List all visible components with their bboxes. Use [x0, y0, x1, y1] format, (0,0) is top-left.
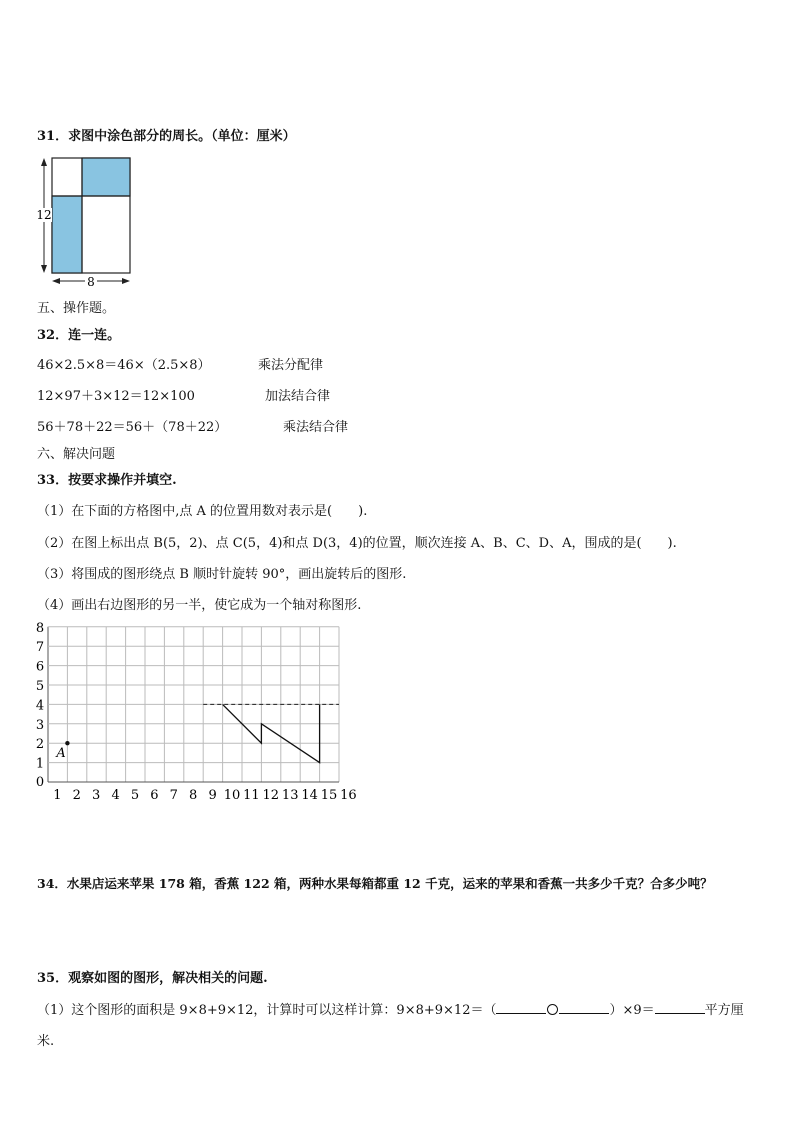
section6-title: 六、解决问题 [37, 447, 116, 462]
half-figure-shape [223, 704, 320, 762]
q35-title: 35．观察如图的图形，解决相关的问题. [37, 971, 268, 986]
q33-part1: （1）在下面的方格图中,点 A 的位置用数对表示是( ). [37, 504, 368, 519]
grid-origin-label: 0 [35, 775, 45, 790]
grid-x-tick-label: 7 [169, 788, 178, 803]
grid-y-tick-label: 6 [35, 659, 45, 675]
grid-y-tick-label: 1 [35, 756, 45, 772]
point-a-label: A [56, 746, 66, 762]
grid-x-tick-label: 4 [111, 788, 120, 803]
q35-part1-line1 [37, 999, 744, 1018]
q33-part4: （4）画出右边图形的另一半，使它成为一个轴对称图形. [37, 598, 362, 613]
grid-x-tick-label: 5 [130, 788, 140, 803]
q31-height-label: 12 [36, 208, 52, 222]
grid-x-tick-label: 16 [340, 788, 357, 803]
q35-operator-circle[interactable] [547, 1004, 558, 1015]
grid-x-tick-label: 12 [262, 788, 280, 803]
grid-y-tick-label: 2 [35, 737, 45, 753]
grid-y-tick-label: 3 [35, 717, 45, 733]
q31-figure [30, 152, 140, 290]
grid-x-tick-label: 14 [301, 788, 318, 803]
q34-text: 34．水果店运来苹果 178 箱，香蕉 122 箱，两种水果每箱都重 12 千克，运来的苹果和香蕉一共多少千克？合多少吨？ [37, 876, 713, 891]
q35-text-b: ）×9＝ [609, 1003, 655, 1018]
grid-x-tick-label: 9 [208, 788, 217, 803]
q32-title: 32．连一连。 [37, 328, 121, 343]
grid-x-tick-label: 2 [72, 788, 81, 803]
grid-x-tick-label: 15 [320, 788, 338, 803]
q32-expr-1: 46×2.5×8＝46×（2.5×8） [37, 358, 211, 373]
q33-title: 33．按要求操作并填空. [37, 473, 177, 488]
q35-blank-3[interactable] [655, 1001, 705, 1014]
q31-width-label: 8 [87, 275, 95, 289]
q32-law-1: 乘法分配律 [258, 358, 324, 373]
grid-x-tick-label: 1 [53, 788, 62, 803]
q31-shaded-top [82, 158, 130, 196]
q35-text-c: 平方厘 [704, 1003, 744, 1018]
grid-x-tick-label: 11 [243, 788, 260, 803]
q32-law-3: 乘法结合律 [283, 420, 349, 435]
coordinate-grid [30, 620, 375, 805]
grid-x-tick-label: 8 [189, 788, 198, 803]
q35-text-a: （1）这个图形的面积是 9×8+9×12，计算时可以这样计算：9×8+9×12＝（ [37, 1003, 497, 1018]
q32-expr-2: 12×97＋3×12＝12×100 [37, 389, 195, 404]
q33-part2: （2）在图上标出点 B(5，2)、点 C(5，4)和点 D(3，4)的位置，顺次连接 A、B、C、D、A，围成的是( ). [37, 536, 677, 551]
point-a-dot [65, 741, 69, 745]
grid-x-tick-label: 6 [150, 788, 159, 803]
grid-y-tick-label: 4 [35, 698, 45, 714]
q35-blank-2[interactable] [559, 1001, 609, 1014]
grid-x-tick-label: 10 [223, 788, 241, 803]
grid-y-tick-label: 5 [35, 679, 45, 694]
q31-title: 31．求图中涂色部分的周长。（单位：厘米） [37, 129, 296, 144]
q31-shaded-left [52, 196, 82, 273]
q33-part3: （3）将围成的图形绕点 B 顺时针旋转 90°，画出旋转后的图形. [37, 567, 407, 582]
q32-expr-3: 56＋78＋22＝56＋（78＋22） [37, 420, 228, 435]
grid-y-tick-label: 7 [35, 640, 45, 656]
q32-law-2: 加法结合律 [265, 389, 331, 404]
grid-y-tick-label: 8 [35, 620, 45, 636]
q35-blank-1[interactable] [496, 1001, 546, 1014]
section5-title: 五、操作题。 [37, 301, 116, 316]
grid-x-tick-label: 13 [281, 788, 299, 803]
q35-part1-line2: 米. [37, 1034, 55, 1049]
grid-x-tick-label: 3 [92, 788, 101, 803]
